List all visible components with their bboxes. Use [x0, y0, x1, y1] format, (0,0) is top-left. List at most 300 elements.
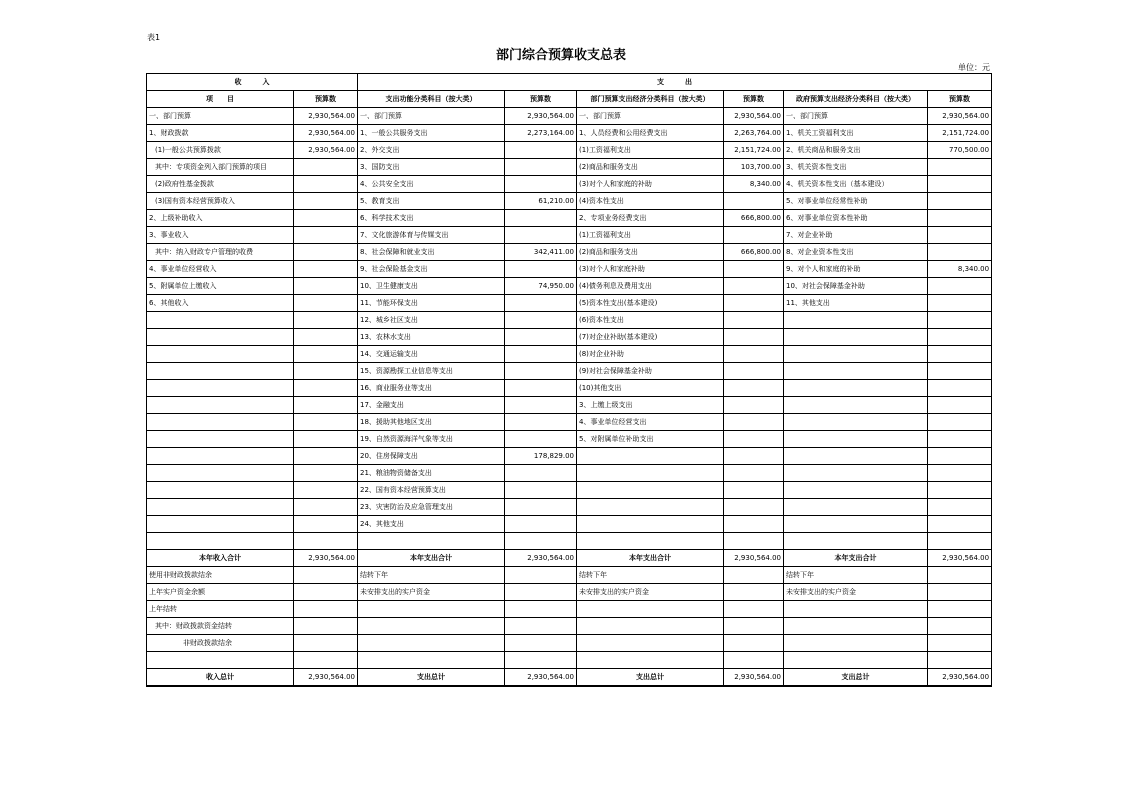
amount-cell [928, 635, 992, 652]
item-cell [577, 652, 724, 669]
item-cell: 7、对企业补助 [784, 227, 928, 244]
col-header-func: 支出功能分类科目（按大类） [358, 91, 505, 108]
item-cell: 支出总计 [577, 669, 724, 687]
item-cell [784, 533, 928, 550]
item-cell: 17、金融支出 [358, 397, 505, 414]
amount-cell [928, 295, 992, 312]
item-cell [784, 465, 928, 482]
item-cell: 3、国防支出 [358, 159, 505, 176]
amount-cell [724, 584, 784, 601]
item-cell: 24、其他支出 [358, 516, 505, 533]
item-cell: 11、节能环保支出 [358, 295, 505, 312]
item-cell: 6、其他收入 [147, 295, 294, 312]
item-cell: 结转下年 [358, 567, 505, 584]
table-row [147, 652, 992, 669]
item-cell: 一、部门预算 [577, 108, 724, 125]
item-cell [784, 516, 928, 533]
item-cell: 未安排支出的实户资金 [577, 584, 724, 601]
amount-cell [294, 380, 358, 397]
amount-cell [724, 516, 784, 533]
amount-cell [928, 465, 992, 482]
item-cell: 一、部门预算 [358, 108, 505, 125]
amount-cell [928, 516, 992, 533]
item-cell [784, 618, 928, 635]
expense-section-header: 支 出 [358, 74, 992, 91]
amount-cell [294, 414, 358, 431]
table-row [147, 346, 992, 363]
table-row [147, 584, 992, 601]
item-cell: 5、对附属单位补助支出 [577, 431, 724, 448]
table-row [147, 499, 992, 516]
item-cell: 其中：专项资金列入部门预算的项目 [147, 159, 294, 176]
table-row [147, 482, 992, 499]
amount-cell [294, 567, 358, 584]
amount-cell: 2,930,564.00 [294, 125, 358, 142]
item-cell [784, 380, 928, 397]
amount-cell [724, 261, 784, 278]
amount-cell [294, 159, 358, 176]
item-cell: 未安排支出的实户资金 [358, 584, 505, 601]
item-cell [577, 499, 724, 516]
amount-cell [928, 431, 992, 448]
amount-cell [928, 346, 992, 363]
amount-cell [505, 346, 577, 363]
amount-cell: 2,930,564.00 [505, 669, 577, 687]
amount-cell [724, 380, 784, 397]
amount-cell [724, 312, 784, 329]
amount-cell: 2,930,564.00 [724, 550, 784, 567]
amount-cell [724, 652, 784, 669]
page-title: 部门综合预算收支总表 [495, 48, 626, 63]
item-cell: 1、财政拨款 [147, 125, 294, 142]
table-row [147, 397, 992, 414]
amount-cell [505, 567, 577, 584]
amount-cell [505, 652, 577, 669]
amount-cell: 74,950.00 [505, 278, 577, 295]
amount-cell: 2,930,564.00 [724, 669, 784, 687]
item-cell [147, 329, 294, 346]
col-header-amount: 预算数 [928, 91, 992, 108]
item-cell [577, 482, 724, 499]
table-number-label: 表1 [147, 33, 161, 42]
item-cell [784, 346, 928, 363]
amount-cell [505, 312, 577, 329]
amount-cell [294, 618, 358, 635]
amount-cell [928, 312, 992, 329]
amount-cell [724, 193, 784, 210]
amount-cell [724, 465, 784, 482]
item-cell [358, 635, 505, 652]
item-cell [358, 618, 505, 635]
amount-cell [928, 448, 992, 465]
amount-cell [505, 635, 577, 652]
item-cell [147, 431, 294, 448]
item-cell [358, 533, 505, 550]
item-cell: 使用非财政拨款结余 [147, 567, 294, 584]
item-cell [784, 635, 928, 652]
item-cell: 12、城乡社区支出 [358, 312, 505, 329]
item-cell: 结转下年 [784, 567, 928, 584]
amount-cell [505, 584, 577, 601]
item-cell: 本年支出合计 [358, 550, 505, 567]
amount-cell [724, 499, 784, 516]
table-row [147, 465, 992, 482]
item-cell: 2、外交支出 [358, 142, 505, 159]
item-cell: (5)资本性支出(基本建设) [577, 295, 724, 312]
amount-cell [294, 431, 358, 448]
amount-cell [294, 295, 358, 312]
amount-cell: 2,273,164.00 [505, 125, 577, 142]
amount-cell [294, 499, 358, 516]
item-cell [147, 312, 294, 329]
item-cell [577, 448, 724, 465]
table-row [147, 618, 992, 635]
item-cell: 未安排支出的实户资金 [784, 584, 928, 601]
item-cell: 结转下年 [577, 567, 724, 584]
amount-cell [928, 652, 992, 669]
table-row [147, 448, 992, 465]
amount-cell: 2,151,724.00 [724, 142, 784, 159]
item-cell [577, 618, 724, 635]
amount-cell: 8,340.00 [928, 261, 992, 278]
amount-cell: 103,700.00 [724, 159, 784, 176]
table-row [147, 380, 992, 397]
item-cell [784, 448, 928, 465]
item-cell [147, 652, 294, 669]
item-cell: 本年支出合计 [577, 550, 724, 567]
col-header-dept-econ: 部门预算支出经济分类科目（按大类） [577, 91, 724, 108]
item-cell: 10、卫生健康支出 [358, 278, 505, 295]
amount-cell [928, 176, 992, 193]
item-cell: 上年结转 [147, 601, 294, 618]
item-cell: (4)债务利息及费用支出 [577, 278, 724, 295]
amount-cell [505, 159, 577, 176]
table-row [147, 244, 992, 261]
item-cell: 本年收入合计 [147, 550, 294, 567]
item-cell [784, 601, 928, 618]
amount-cell [505, 142, 577, 159]
amount-cell: 2,930,564.00 [505, 550, 577, 567]
amount-cell [505, 482, 577, 499]
amount-cell [724, 533, 784, 550]
item-cell [577, 465, 724, 482]
item-cell [784, 482, 928, 499]
amount-cell [294, 261, 358, 278]
amount-cell [724, 431, 784, 448]
amount-cell [505, 363, 577, 380]
amount-cell [294, 448, 358, 465]
item-cell: 10、对社会保障基金补助 [784, 278, 928, 295]
amount-cell [294, 210, 358, 227]
col-header-amount: 预算数 [505, 91, 577, 108]
amount-cell [294, 244, 358, 261]
item-cell: (7)对企业补助(基本建设) [577, 329, 724, 346]
item-cell: 5、附属单位上缴收入 [147, 278, 294, 295]
item-cell: 9、对个人和家庭的补助 [784, 261, 928, 278]
item-cell [784, 312, 928, 329]
item-cell: 8、社会保障和就业支出 [358, 244, 505, 261]
amount-cell: 8,340.00 [724, 176, 784, 193]
amount-cell [928, 601, 992, 618]
item-cell: 4、事业单位经营支出 [577, 414, 724, 431]
item-cell [147, 414, 294, 431]
item-cell: 4、事业单位经营收入 [147, 261, 294, 278]
item-cell [147, 465, 294, 482]
table-row [147, 567, 992, 584]
amount-cell: 2,930,564.00 [294, 108, 358, 125]
item-cell [147, 533, 294, 550]
item-cell: 5、教育支出 [358, 193, 505, 210]
item-cell [784, 499, 928, 516]
amount-cell [294, 652, 358, 669]
amount-cell [505, 465, 577, 482]
amount-cell: 2,930,564.00 [294, 669, 358, 687]
table-row [147, 329, 992, 346]
item-cell: 20、住房保障支出 [358, 448, 505, 465]
amount-cell: 178,829.00 [505, 448, 577, 465]
amount-cell [724, 346, 784, 363]
amount-cell [724, 414, 784, 431]
amount-cell [294, 312, 358, 329]
item-cell: 支出总计 [784, 669, 928, 687]
item-cell: 7、文化旅游体育与传媒支出 [358, 227, 505, 244]
item-cell: 21、粮油物资储备支出 [358, 465, 505, 482]
amount-cell [294, 601, 358, 618]
item-cell: 19、自然资源海洋气象等支出 [358, 431, 505, 448]
amount-cell [928, 618, 992, 635]
table-row [147, 176, 992, 193]
item-cell [784, 414, 928, 431]
amount-cell [724, 448, 784, 465]
col-header-gov-econ: 政府预算支出经济分类科目（按大类） [784, 91, 928, 108]
amount-cell [294, 227, 358, 244]
amount-cell [294, 176, 358, 193]
amount-cell: 61,210.00 [505, 193, 577, 210]
amount-cell [294, 329, 358, 346]
item-cell: 2、上级补助收入 [147, 210, 294, 227]
item-cell: 一、部门预算 [147, 108, 294, 125]
item-cell: 15、资源勘探工业信息等支出 [358, 363, 505, 380]
amount-cell: 2,930,564.00 [294, 142, 358, 159]
amount-cell [294, 482, 358, 499]
table-row [147, 312, 992, 329]
item-cell: 5、对事业单位经常性补助 [784, 193, 928, 210]
amount-cell [505, 516, 577, 533]
amount-cell [928, 210, 992, 227]
item-cell [784, 329, 928, 346]
amount-cell [294, 363, 358, 380]
table-row [147, 533, 992, 550]
item-cell: (1)工资福利支出 [577, 142, 724, 159]
item-cell: (1)工资福利支出 [577, 227, 724, 244]
amount-cell [928, 278, 992, 295]
amount-cell [505, 414, 577, 431]
amount-cell: 666,800.00 [724, 210, 784, 227]
amount-cell [505, 397, 577, 414]
item-cell: 1、机关工资福利支出 [784, 125, 928, 142]
year-total-row [147, 550, 992, 567]
budget-summary-table [146, 73, 992, 687]
amount-cell [505, 176, 577, 193]
amount-cell [505, 533, 577, 550]
item-cell [147, 380, 294, 397]
item-cell: (1)一般公共预算拨款 [147, 142, 294, 159]
item-cell [358, 601, 505, 618]
amount-cell [928, 567, 992, 584]
amount-cell [928, 363, 992, 380]
amount-cell [505, 329, 577, 346]
amount-cell: 2,930,564.00 [928, 108, 992, 125]
item-cell: 上年实户资金余额 [147, 584, 294, 601]
col-header-item: 项 目 [147, 91, 294, 108]
item-cell: 4、公共安全支出 [358, 176, 505, 193]
amount-cell: 666,800.00 [724, 244, 784, 261]
table-row [147, 125, 992, 142]
item-cell [784, 652, 928, 669]
item-cell: (2)商品和服务支出 [577, 244, 724, 261]
amount-cell [294, 465, 358, 482]
item-cell [784, 397, 928, 414]
amount-cell [928, 533, 992, 550]
amount-cell [505, 380, 577, 397]
amount-cell [505, 431, 577, 448]
item-cell [577, 635, 724, 652]
amount-cell [724, 567, 784, 584]
item-cell [147, 397, 294, 414]
item-cell [147, 516, 294, 533]
amount-cell [928, 482, 992, 499]
amount-cell [724, 295, 784, 312]
item-cell: 11、其他支出 [784, 295, 928, 312]
item-cell [784, 363, 928, 380]
amount-cell [724, 278, 784, 295]
amount-cell [724, 397, 784, 414]
item-cell: 非财政拨款结余 [147, 635, 294, 652]
amount-cell [928, 159, 992, 176]
amount-cell [928, 380, 992, 397]
item-cell [358, 652, 505, 669]
item-cell: 3、机关资本性支出 [784, 159, 928, 176]
amount-cell: 2,151,724.00 [928, 125, 992, 142]
item-cell: 其中：纳入财政专户管理的收费 [147, 244, 294, 261]
amount-cell [724, 635, 784, 652]
item-cell: (2)商品和服务支出 [577, 159, 724, 176]
table-row [147, 210, 992, 227]
amount-cell [928, 193, 992, 210]
item-cell: 18、援助其他地区支出 [358, 414, 505, 431]
table-row [147, 363, 992, 380]
table-row [147, 193, 992, 210]
item-cell: 4、机关资本性支出（基本建设） [784, 176, 928, 193]
table-row [147, 601, 992, 618]
col-header-amount: 预算数 [724, 91, 784, 108]
item-cell [577, 533, 724, 550]
item-cell: 支出总计 [358, 669, 505, 687]
income-section-header: 收 入 [147, 74, 358, 91]
amount-cell [505, 261, 577, 278]
item-cell: (3)对个人和家庭的补助 [577, 176, 724, 193]
amount-cell [724, 601, 784, 618]
amount-cell [294, 635, 358, 652]
item-cell: (10)其他支出 [577, 380, 724, 397]
item-cell: 3、上缴上级支出 [577, 397, 724, 414]
amount-cell [928, 499, 992, 516]
amount-cell: 2,930,564.00 [505, 108, 577, 125]
item-cell: 2、机关商品和服务支出 [784, 142, 928, 159]
table-row [147, 295, 992, 312]
item-cell: 8、对企业资本性支出 [784, 244, 928, 261]
amount-cell [505, 601, 577, 618]
table-row [147, 414, 992, 431]
item-cell: 13、农林水支出 [358, 329, 505, 346]
grand-total-row [147, 669, 992, 687]
item-cell [147, 482, 294, 499]
col-header-amount: 预算数 [294, 91, 358, 108]
item-cell: (9)对社会保障基金补助 [577, 363, 724, 380]
item-cell: 3、事业收入 [147, 227, 294, 244]
amount-cell [294, 533, 358, 550]
item-cell: 22、国有资本经营预算支出 [358, 482, 505, 499]
amount-cell [294, 278, 358, 295]
amount-cell [505, 210, 577, 227]
item-cell: 收入总计 [147, 669, 294, 687]
amount-cell: 2,930,564.00 [928, 669, 992, 687]
table-row [147, 227, 992, 244]
item-cell: (6)资本性支出 [577, 312, 724, 329]
table-row [147, 635, 992, 652]
amount-cell: 2,263,764.00 [724, 125, 784, 142]
item-cell: 1、一般公共服务支出 [358, 125, 505, 142]
amount-cell [724, 618, 784, 635]
amount-cell [724, 363, 784, 380]
table-row [147, 278, 992, 295]
item-cell: 9、社会保险基金支出 [358, 261, 505, 278]
item-cell [577, 516, 724, 533]
amount-cell [724, 329, 784, 346]
item-cell: (4)资本性支出 [577, 193, 724, 210]
item-cell: 一、部门预算 [784, 108, 928, 125]
item-cell [147, 448, 294, 465]
item-cell: 14、交通运输支出 [358, 346, 505, 363]
amount-cell [928, 397, 992, 414]
table-row [147, 516, 992, 533]
amount-cell [505, 499, 577, 516]
item-cell: 6、科学技术支出 [358, 210, 505, 227]
item-cell: 6、对事业单位资本性补助 [784, 210, 928, 227]
item-cell: 2、专项业务经费支出 [577, 210, 724, 227]
item-cell: 23、灾害防治及应急管理支出 [358, 499, 505, 516]
amount-cell: 342,411.00 [505, 244, 577, 261]
item-cell: 16、商业服务业等支出 [358, 380, 505, 397]
amount-cell: 2,930,564.00 [724, 108, 784, 125]
amount-cell [294, 584, 358, 601]
amount-cell [928, 227, 992, 244]
item-cell [147, 363, 294, 380]
section-header-row [147, 74, 992, 91]
table-row [147, 159, 992, 176]
amount-cell: 770,500.00 [928, 142, 992, 159]
item-cell: (3)对个人和家庭补助 [577, 261, 724, 278]
item-cell [147, 346, 294, 363]
amount-cell [928, 584, 992, 601]
table-row [147, 108, 992, 125]
amount-cell [505, 227, 577, 244]
table-row [147, 431, 992, 448]
item-cell [147, 499, 294, 516]
amount-cell [294, 346, 358, 363]
item-cell: 1、人员经费和公用经费支出 [577, 125, 724, 142]
item-cell [577, 601, 724, 618]
